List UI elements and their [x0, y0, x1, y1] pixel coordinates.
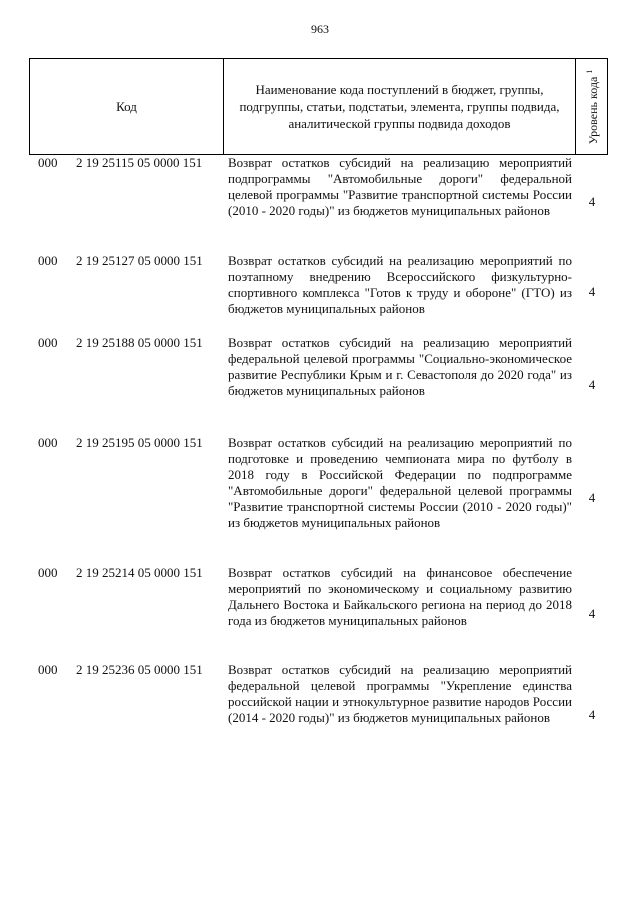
header-name: Наименование кода поступлений в бюджет, группы, подгруппы, статьи, подстатьи, элемента, группы подвида, аналитической группы подвида доходов: [224, 59, 576, 154]
revenue-name: Возврат остатков субсидий на финансовое обеспечение мероприятий по экономическому и социальному развитию Дальнего Востока и Байкальского региона на период до 2018 года из бюджетов муниципальных районов: [228, 565, 572, 628]
table-row: [29, 155, 608, 251]
admin-code: 000: [38, 565, 58, 580]
table-row: [29, 435, 608, 563]
table-header: [29, 58, 608, 155]
code-level: 4: [588, 194, 596, 209]
code-level: 4: [588, 377, 596, 392]
table-row: [29, 565, 608, 661]
revenue-name: Возврат остатков субсидий на реализацию мероприятий федеральной целевой программы "Социально-экономическое развитие Республики Крым и г. Севастополя до 2020 года" из бюджетов муниципальных районов: [228, 335, 572, 398]
header-level: [577, 59, 609, 154]
revenue-code: 2 19 25188 05 0000 151: [76, 335, 203, 350]
revenue-name: Возврат остатков субсидий на реализацию мероприятий по поэтапному внедрению Всероссийского физкультурно-спортивного комплекса "Готов к труду и обороне" (ГТО) из бюджетов муниципальных районов: [228, 253, 572, 316]
admin-code: 000: [38, 335, 58, 350]
table-row: [29, 253, 608, 333]
page-number: 963: [311, 22, 329, 36]
revenue-name: Возврат остатков субсидий на реализацию мероприятий федеральной целевой программы "Укрепление единства российской нации и этнокультурное развитие народов России (2014 - 2020 годы)" из бюджетов муниципальных районов: [228, 662, 572, 725]
code-level: 4: [588, 606, 596, 621]
revenue-name: Возврат остатков субсидий на реализацию мероприятий по подготовке и проведению чемпионата мира по футболу в 2018 году в Российской Федерации по подпрограмме "Автомобильные дороги" федеральной целевой программы "Развитие транспортной системы России (2010 - 2020 годы)" из бюджетов муниципальных районов: [228, 435, 572, 530]
admin-code: 000: [38, 662, 58, 677]
code-level: 4: [588, 490, 596, 505]
revenue-code: 2 19 25214 05 0000 151: [76, 565, 203, 580]
header-level-label: Уровень кода: [586, 76, 600, 144]
revenue-codes-table: [29, 58, 608, 725]
table-row: [29, 662, 608, 758]
code-level: 4: [588, 284, 596, 299]
revenue-code: 2 19 25195 05 0000 151: [76, 435, 203, 450]
admin-code: 000: [38, 155, 58, 170]
revenue-code: 2 19 25127 05 0000 151: [76, 253, 203, 268]
header-level-footnote: 1: [585, 69, 594, 74]
revenue-code: 2 19 25236 05 0000 151: [76, 662, 203, 677]
header-code: Код: [30, 59, 224, 154]
revenue-name: Возврат остатков субсидий на реализацию мероприятий подпрограммы "Автомобильные дороги" федеральной целевой программы "Развитие транспортной системы России (2010 - 2020 годы)" из бюджетов муниципальных районов: [228, 155, 572, 218]
admin-code: 000: [38, 435, 58, 450]
admin-code: 000: [38, 253, 58, 268]
code-level: 4: [588, 707, 596, 722]
table-row: [29, 335, 608, 431]
revenue-code: 2 19 25115 05 0000 151: [76, 155, 203, 170]
